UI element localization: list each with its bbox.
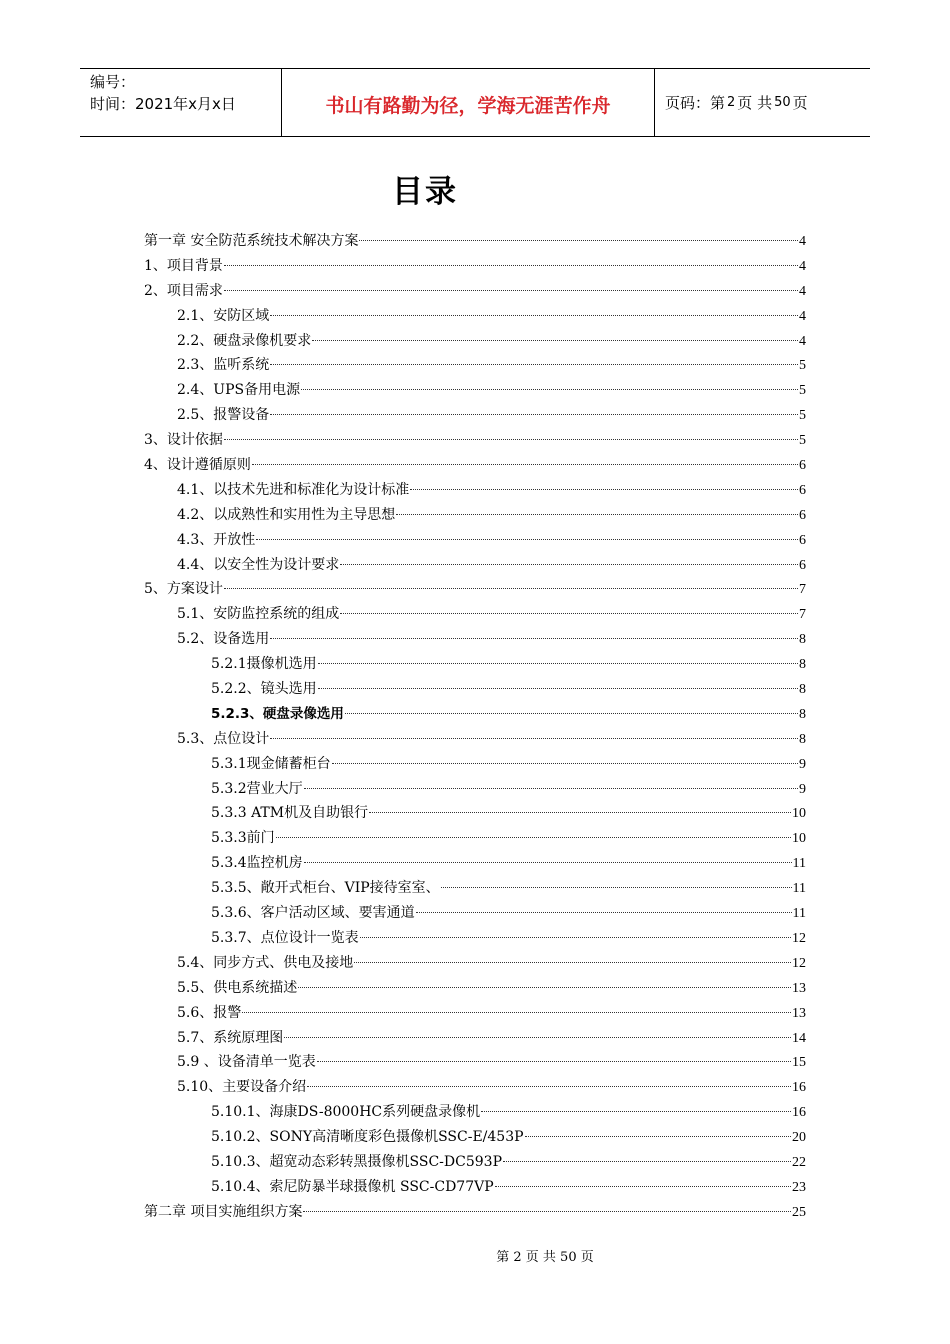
toc-leader-dots	[256, 538, 798, 540]
toc-entry-page: 11	[792, 906, 806, 922]
toc-entry[interactable]	[144, 1175, 806, 1200]
toc-entry-title: 5.10.3、超宽动态彩转黑摄像机SSC-DC593P	[211, 1153, 502, 1170]
toc-entry-page: 8	[799, 706, 806, 722]
toc-leader-dots	[396, 513, 798, 515]
toc-entry-title: 5.10、主要设备介绍	[177, 1079, 307, 1096]
toc-entry[interactable]	[144, 826, 806, 851]
toc-entry[interactable]	[144, 503, 806, 528]
toc-entry[interactable]	[144, 976, 806, 1001]
toc-entry[interactable]	[144, 901, 806, 926]
toc-entry-title: 5.10.1、海康DS-8000HC系列硬盘录像机	[211, 1104, 481, 1121]
page-title: 目录	[392, 174, 458, 210]
toc-entry-page: 20	[792, 1130, 806, 1146]
toc-entry[interactable]	[144, 677, 806, 702]
toc-entry[interactable]	[144, 851, 806, 876]
toc-entry[interactable]	[144, 627, 806, 652]
toc-entry[interactable]	[144, 926, 806, 951]
toc-entry-page: 4	[799, 308, 806, 324]
toc-entry[interactable]	[144, 229, 806, 254]
toc-entry-page: 23	[792, 1179, 806, 1195]
toc-entry[interactable]	[144, 254, 806, 279]
toc-entry-title: 3、设计依据	[144, 432, 223, 449]
toc-entry-page: 15	[792, 1055, 806, 1071]
toc-entry[interactable]	[144, 428, 806, 453]
toc-entry-page: 10	[792, 831, 806, 847]
toc-entry-title: 2.3、监听系统	[177, 357, 270, 374]
toc-leader-dots	[224, 289, 798, 291]
header-page-info	[655, 69, 870, 136]
toc-entry-title: 第二章 项目实施组织方案	[144, 1203, 303, 1220]
toc-entry[interactable]	[144, 403, 806, 428]
toc-entry[interactable]	[144, 329, 806, 354]
toc-entry[interactable]	[144, 1075, 806, 1100]
toc-entry-title: 2.2、硬盘录像机要求	[177, 332, 312, 349]
toc-entry-title: 5.3.1现金储蓄柜台	[211, 755, 331, 772]
toc-entry[interactable]	[144, 876, 806, 901]
page-current: 2	[727, 95, 736, 110]
toc-leader-dots	[318, 662, 798, 664]
toc-entry-page: 22	[792, 1154, 806, 1170]
page-label-mid: 页 共	[737, 94, 773, 112]
toc-entry[interactable]	[144, 702, 806, 727]
toc-entry-title: 5.4、同步方式、供电及接地	[177, 954, 354, 971]
page-label-suffix: 页	[792, 94, 808, 112]
toc-leader-dots	[359, 239, 798, 241]
toc-entry-page: 16	[792, 1080, 806, 1096]
toc-entry-page: 6	[799, 482, 806, 498]
page-label-prefix: 页码：第	[665, 94, 726, 112]
toc-entry[interactable]	[144, 1125, 806, 1150]
toc-leader-dots	[340, 612, 798, 614]
toc-leader-dots	[301, 388, 798, 390]
toc-leader-dots	[276, 836, 791, 838]
toc-entry-title: 5.1、安防监控系统的组成	[177, 606, 340, 623]
toc-entry-page: 11	[792, 856, 806, 872]
toc-entry-title: 2、项目需求	[144, 282, 223, 299]
toc-entry-page: 12	[792, 930, 806, 946]
toc-entry[interactable]	[144, 453, 806, 478]
toc-leader-dots	[307, 1085, 791, 1087]
toc-entry-title: 5.10.2、SONY高清晰度彩色摄像机SSC-E/453P	[211, 1129, 524, 1146]
toc-entry[interactable]	[144, 378, 806, 403]
toc-entry-page: 10	[792, 806, 806, 822]
toc-entry[interactable]	[144, 553, 806, 578]
toc-leader-dots	[495, 1185, 791, 1187]
toc-entry-title: 5.2.3、硬盘录像选用	[211, 705, 344, 722]
toc-entry-page: 7	[799, 582, 806, 598]
toc-entry-page: 8	[799, 682, 806, 698]
header-meta	[80, 69, 282, 136]
toc-leader-dots	[224, 264, 798, 266]
toc-entry[interactable]	[144, 1150, 806, 1175]
toc-entry[interactable]	[144, 528, 806, 553]
toc-entry-title: 4.4、以安全性为设计要求	[177, 556, 340, 573]
toc-leader-dots	[298, 986, 791, 988]
toc-entry-page: 9	[799, 781, 806, 797]
toc-entry[interactable]	[144, 304, 806, 329]
toc-leader-dots	[332, 762, 798, 764]
toc-leader-dots	[304, 861, 792, 863]
toc-entry[interactable]	[144, 801, 806, 826]
toc-entry-title: 4、设计遵循原则	[144, 457, 251, 474]
toc-entry-page: 13	[792, 980, 806, 996]
toc-entry[interactable]	[144, 777, 806, 802]
toc-entry-title: 5.3.3前门	[211, 830, 275, 847]
toc-entry-page: 5	[799, 408, 806, 424]
toc-entry-title: 5.3.6、客户活动区域、要害通道	[211, 905, 415, 922]
toc-entry-page: 14	[792, 1030, 806, 1046]
toc-entry-title: 5.6、报警	[177, 1004, 242, 1021]
toc-entry[interactable]	[144, 727, 806, 752]
toc-entry-page: 8	[799, 657, 806, 673]
page-header	[80, 68, 870, 137]
toc-leader-dots	[416, 911, 792, 913]
toc-entry-title: 5.2、设备选用	[177, 631, 270, 648]
toc-entry[interactable]	[144, 478, 806, 503]
toc-entry[interactable]	[144, 577, 806, 602]
toc-entry-title: 5.3.2营业大厅	[211, 780, 303, 797]
toc-entry-title: 2.1、安防区域	[177, 307, 270, 324]
toc-leader-dots	[410, 488, 798, 490]
toc-leader-dots	[303, 1210, 791, 1212]
toc-leader-dots	[360, 936, 791, 938]
toc-leader-dots	[270, 363, 798, 365]
toc-entry-page: 11	[792, 881, 806, 897]
document-number-label: 编号：	[90, 73, 136, 91]
toc-leader-dots	[345, 712, 798, 714]
toc-entry-page: 25	[792, 1204, 806, 1220]
toc-entry[interactable]	[144, 752, 806, 777]
toc-leader-dots	[317, 1060, 791, 1062]
header-motto	[282, 69, 655, 136]
toc-entry-title: 4.2、以成熟性和实用性为主导思想	[177, 506, 396, 523]
toc-entry-page: 9	[799, 756, 806, 772]
toc-leader-dots	[270, 413, 798, 415]
toc-entry-title: 2.5、报警设备	[177, 407, 270, 424]
toc-entry-title: 5.3.7、点位设计一览表	[211, 929, 359, 946]
toc-entry-title: 4.1、以技术先进和标准化为设计标准	[177, 481, 410, 498]
toc-leader-dots	[270, 637, 798, 639]
toc-entry-page: 4	[799, 283, 806, 299]
toc-entry-title: 4.3、开放性	[177, 531, 256, 548]
toc-entry-page: 5	[799, 383, 806, 399]
toc-entry-title: 2.4、UPS备用电源	[177, 382, 301, 399]
toc-entry-page: 8	[799, 731, 806, 747]
toc-entry-page: 6	[799, 557, 806, 573]
toc-entry-page: 4	[799, 333, 806, 349]
toc-entry-page: 8	[799, 632, 806, 648]
toc-entry-page: 6	[799, 507, 806, 523]
toc-entry-title: 5.2.1摄像机选用	[211, 656, 317, 673]
toc-entry[interactable]	[144, 1026, 806, 1051]
toc-entry-page: 5	[799, 358, 806, 374]
page-total: 50	[774, 95, 791, 110]
toc-entry[interactable]	[144, 1100, 806, 1125]
toc-leader-dots	[270, 737, 798, 739]
toc-leader-dots	[242, 1011, 791, 1013]
toc-entry-page: 12	[792, 955, 806, 971]
toc-entry-title: 5.7、系统原理图	[177, 1029, 284, 1046]
toc-entry[interactable]	[144, 353, 806, 378]
toc-entry-title: 5.3.3 ATM机及自助银行	[211, 805, 369, 822]
toc-entry[interactable]	[144, 652, 806, 677]
toc-leader-dots	[340, 563, 798, 565]
toc-entry-page: 4	[799, 258, 806, 274]
toc-entry[interactable]	[144, 1050, 806, 1075]
toc-leader-dots	[224, 587, 798, 589]
toc-entry-page: 5	[799, 433, 806, 449]
toc-entry-title: 5.2.2、镜头选用	[211, 681, 317, 698]
toc-leader-dots	[503, 1160, 791, 1162]
toc-leader-dots	[525, 1135, 791, 1137]
toc-leader-dots	[304, 787, 798, 789]
toc-entry-title: 5.3.5、敞开式柜台、VIP接待室室、	[211, 880, 440, 897]
document-time: 时间：2021年x月x日	[90, 95, 236, 113]
toc-entry-title: 5.5、供电系统描述	[177, 979, 298, 996]
toc-leader-dots	[252, 463, 798, 465]
toc-entry-title: 5.9 、设备清单一览表	[177, 1054, 316, 1071]
page-footer: 第 2 页 共 50 页	[496, 1250, 594, 1265]
toc-entry-page: 6	[799, 458, 806, 474]
toc-entry[interactable]	[144, 951, 806, 976]
toc-leader-dots	[284, 1036, 791, 1038]
toc-entry-title: 第一章 安全防范系统技术解决方案	[144, 233, 359, 249]
table-of-contents	[144, 229, 806, 1225]
toc-entry-title: 5.3、点位设计	[177, 730, 270, 747]
motto-text: 书山有路勤为径，学海无涯苦作舟	[325, 95, 611, 117]
toc-leader-dots	[318, 687, 798, 689]
toc-leader-dots	[270, 314, 798, 316]
toc-entry-title: 1、项目背景	[144, 257, 223, 274]
toc-leader-dots	[369, 811, 791, 813]
toc-leader-dots	[224, 438, 798, 440]
toc-entry[interactable]	[144, 279, 806, 304]
toc-entry-page: 16	[792, 1105, 806, 1121]
toc-entry-page: 13	[792, 1005, 806, 1021]
toc-leader-dots	[441, 886, 792, 888]
toc-entry-page: 6	[799, 532, 806, 548]
toc-entry-page: 7	[799, 607, 806, 623]
toc-entry-title: 5、方案设计	[144, 581, 223, 598]
toc-entry-page: 4	[799, 234, 806, 249]
toc-entry-title: 5.10.4、索尼防暴半球摄像机 SSC-CD77VP	[211, 1178, 494, 1195]
toc-entry-title: 5.3.4监控机房	[211, 855, 303, 872]
toc-entry[interactable]	[144, 1001, 806, 1026]
toc-entry[interactable]	[144, 1200, 806, 1225]
toc-leader-dots	[312, 339, 798, 341]
toc-entry[interactable]	[144, 602, 806, 627]
toc-leader-dots	[481, 1110, 791, 1112]
toc-leader-dots	[354, 961, 791, 963]
